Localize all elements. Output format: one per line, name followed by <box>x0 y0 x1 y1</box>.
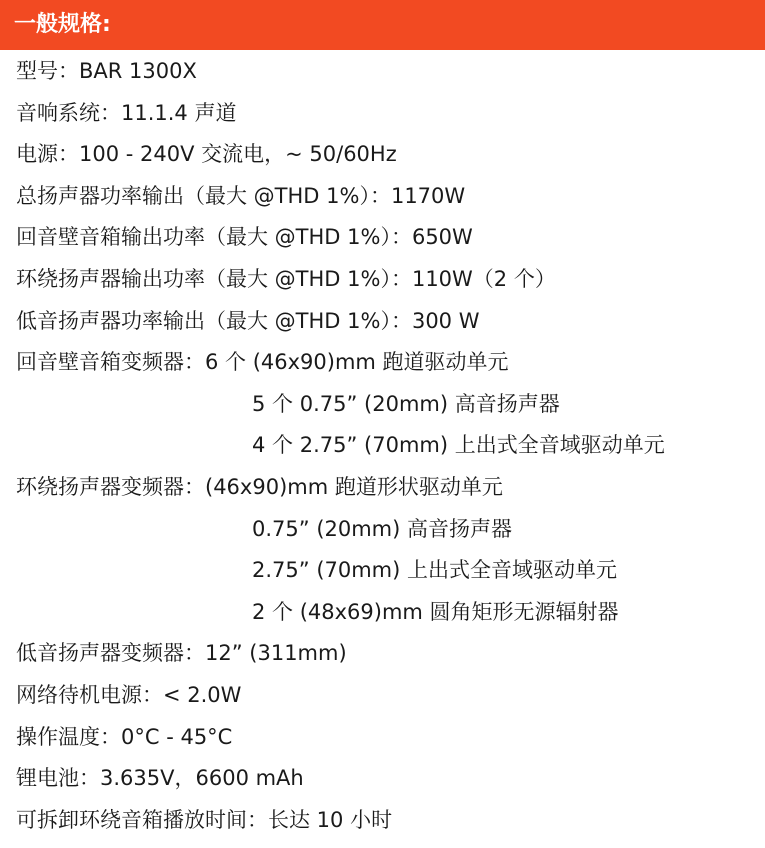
spec-surround-transducers-4: 2 个 (48x69)mm 圆角矩形无源辐射器 <box>252 599 619 624</box>
section-title: 一般规格: <box>14 12 111 37</box>
spec-standby-power: 网络待机电源：< 2.0W <box>16 682 242 707</box>
spec-soundbar-power: 回音壁音箱输出功率（最大 @THD 1%）：650W <box>16 225 473 250</box>
spec-soundbar-transducers-2: 5 个 0.75” (20mm) 高音扬声器 <box>252 391 560 416</box>
spec-surround-transducers-2: 0.75” (20mm) 高音扬声器 <box>252 516 513 541</box>
spec-operating-temp: 操作温度：0°C - 45°C <box>16 724 233 749</box>
spec-total-power: 总扬声器功率输出（最大 @THD 1%）：1170W <box>16 183 466 208</box>
spec-surround-transducers: 环绕扬声器变频器：(46x90)mm 跑道形状驱动单元 <box>16 474 503 499</box>
spec-playback-time: 可拆卸环绕音箱播放时间：长达 10 小时 <box>16 807 393 832</box>
spec-model: 型号：BAR 1300X <box>16 59 197 83</box>
spec-subwoofer-transducer: 低音扬声器变频器：12” (311mm) <box>16 641 347 666</box>
spec-subwoofer-power: 低音扬声器功率输出（最大 @THD 1%）：300 W <box>16 308 480 333</box>
section-header <box>0 0 765 50</box>
spec-soundbar-transducers: 回音壁音箱变频器：6 个 (46x90)mm 跑道驱动单元 <box>16 350 509 375</box>
spec-list <box>0 50 765 841</box>
spec-soundbar-transducers-3: 4 个 2.75” (70mm) 上出式全音域驱动单元 <box>252 433 665 458</box>
spec-power-supply: 电源：100 - 240V 交流电，~ 50/60Hz <box>16 142 397 167</box>
spec-audio-system: 音响系统：11.1.4 声道 <box>16 100 237 125</box>
spec-surround-power: 环绕扬声器输出功率（最大 @THD 1%）：110W（2 个） <box>16 266 556 291</box>
spec-surround-transducers-3: 2.75” (70mm) 上出式全音域驱动单元 <box>252 558 618 583</box>
spec-battery: 锂电池：3.635V，6600 mAh <box>16 766 304 791</box>
